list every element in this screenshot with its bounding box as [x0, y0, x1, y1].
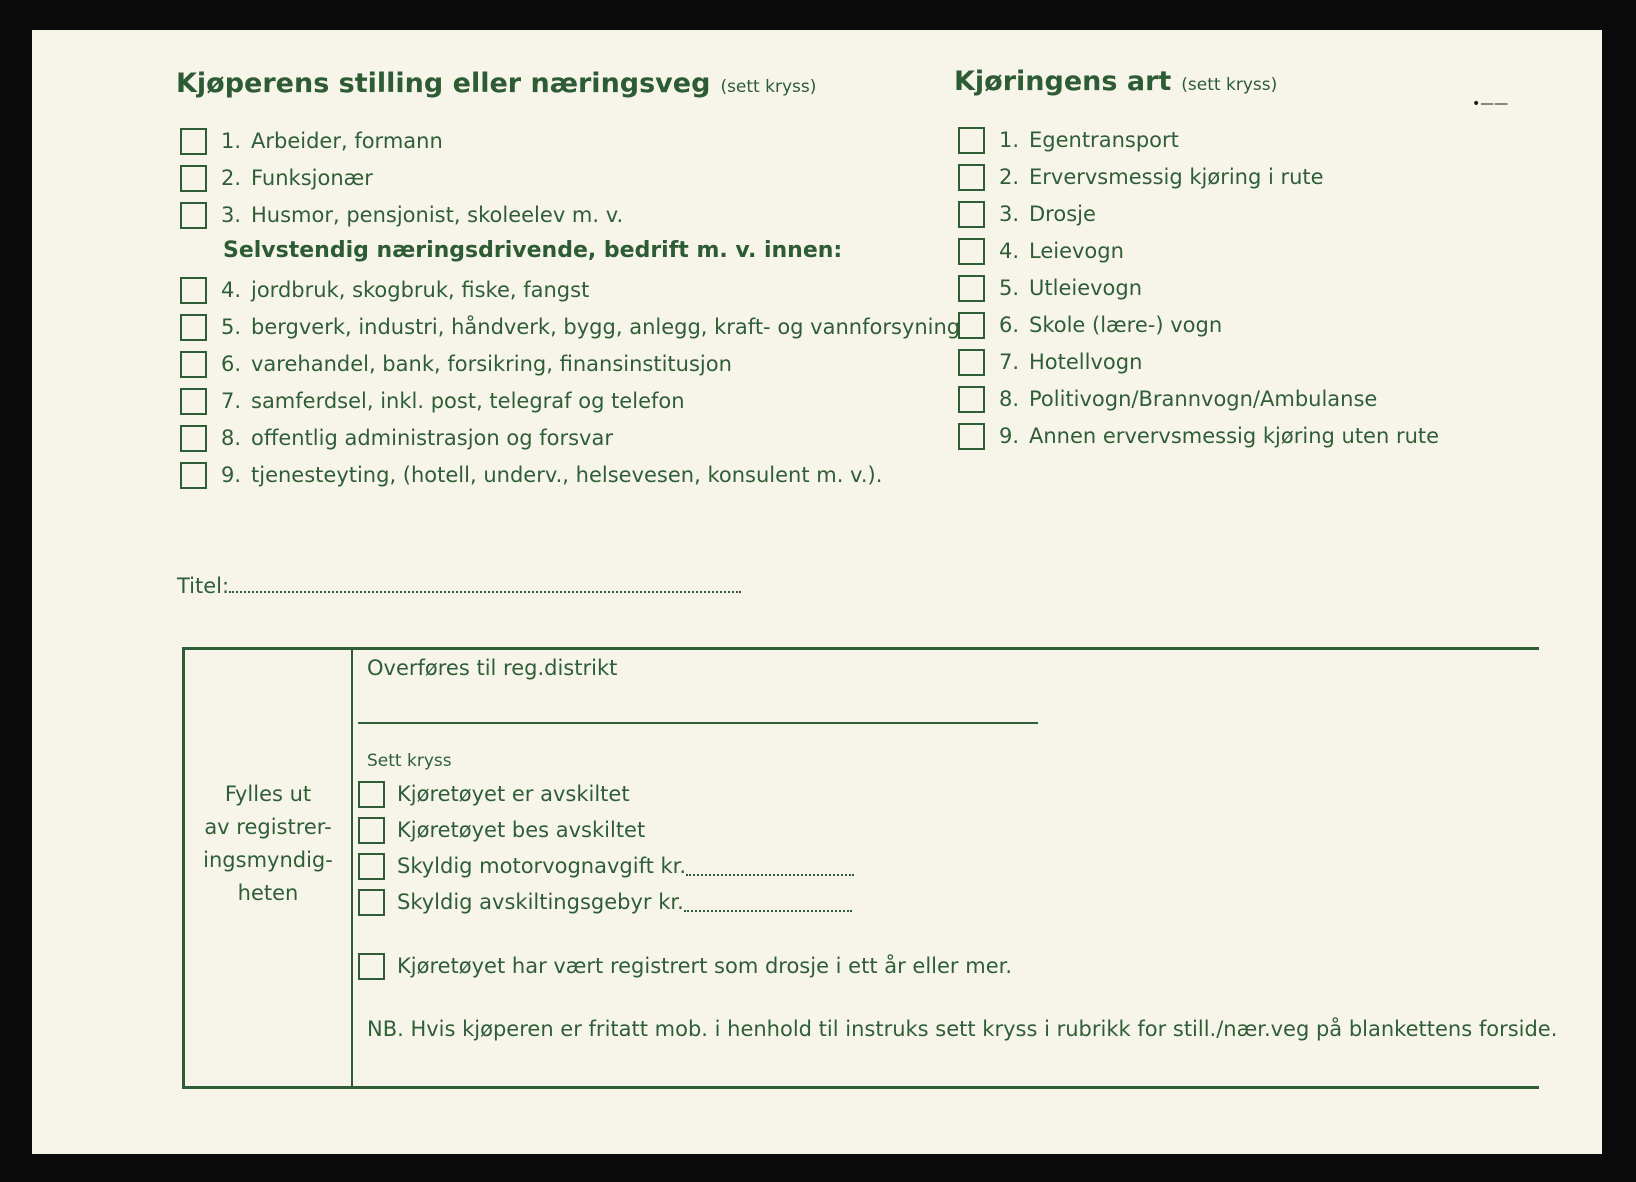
registry-box: [182, 647, 1558, 1089]
registry-box-divider: [351, 650, 353, 1086]
driving-number-4: 4.: [999, 239, 1020, 263]
occupation-label-2: Funksjonær: [251, 166, 373, 190]
registry-check-label-4: Skyldig avskiltingsgebyr kr.: [397, 890, 684, 914]
driving-number-6: 6.: [999, 313, 1020, 337]
plate-fee-dotted-line[interactable]: [684, 892, 852, 912]
occupation-checkbox-7[interactable]: [180, 388, 207, 415]
occupation-option-1[interactable]: [180, 125, 443, 157]
occupation-number-8: 8.: [221, 426, 242, 450]
registry-check-1[interactable]: [358, 778, 630, 810]
occupation-number-1: 1.: [221, 129, 242, 153]
driving-option-3[interactable]: [958, 198, 1096, 230]
occupation-option-7[interactable]: [180, 385, 685, 417]
driving-label-9: Annen ervervsmessig kjøring uten rute: [1029, 424, 1440, 448]
drosje-check-label: Kjøretøyet har vært registrert som drosje i ett år eller mer.: [397, 954, 1012, 978]
driving-type-heading: [954, 66, 1277, 97]
nb-note: NB. Hvis kjøperen er fritatt mob. i henhold til instruks sett kryss i rubrikk for still./nær.veg på blankettens forside.: [367, 1017, 1558, 1041]
driving-checkbox-1[interactable]: [958, 127, 985, 154]
occupation-option-2[interactable]: [180, 162, 373, 194]
occupation-checkbox-8[interactable]: [180, 425, 207, 452]
ink-mark: •——: [1472, 96, 1509, 112]
occupation-checkbox-9[interactable]: [180, 462, 207, 489]
driving-label-1: Egentransport: [1029, 128, 1179, 152]
driving-number-9: 9.: [999, 424, 1020, 448]
registry-checkbox-3[interactable]: [358, 853, 385, 880]
driving-number-8: 8.: [999, 387, 1020, 411]
occupation-number-2: 2.: [221, 166, 242, 190]
driving-checkbox-3[interactable]: [958, 201, 985, 228]
registry-side-label-line-3: ingsmyndig-: [203, 848, 333, 872]
registry-check-3[interactable]: [358, 850, 854, 882]
driving-option-5[interactable]: [958, 272, 1142, 304]
occupation-number-3: 3.: [221, 203, 242, 227]
driving-number-3: 3.: [999, 202, 1020, 226]
driving-option-6[interactable]: [958, 309, 1222, 341]
motor-fee-dotted-line[interactable]: [686, 856, 854, 876]
driving-label-2: Ervervsmessig kjøring i rute: [1029, 165, 1324, 189]
driving-checkbox-8[interactable]: [958, 386, 985, 413]
occupation-label-6: varehandel, bank, forsikring, finansinstitusjon: [251, 352, 732, 376]
occupation-number-7: 7.: [221, 389, 242, 413]
driving-option-9[interactable]: [958, 420, 1439, 452]
driving-label-3: Drosje: [1029, 202, 1096, 226]
drosje-checkbox[interactable]: [358, 953, 385, 980]
driving-label-6: Skole (lære-) vogn: [1029, 313, 1223, 337]
registry-side-label-line-2: av registrer-: [204, 815, 332, 839]
occupation-label-8: offentlig administrasjon og forsvar: [251, 426, 613, 450]
driving-type-title: Kjøringens art: [954, 66, 1172, 97]
driving-number-1: 1.: [999, 128, 1020, 152]
title-dotted-line[interactable]: [229, 573, 741, 593]
occupation-option-8[interactable]: [180, 422, 613, 454]
transfer-district-label: Overføres til reg.distrikt: [367, 656, 618, 680]
self-employed-subheading: Selvstendig næringsdrivende, bedrift m. v. innen:: [223, 238, 843, 263]
driving-type-note: (sett kryss): [1181, 75, 1278, 95]
occupation-label-9: tjenesteyting, (hotell, underv., helsevesen, konsulent m. v.).: [251, 463, 883, 487]
occupation-label-1: Arbeider, formann: [251, 129, 443, 153]
occupation-option-9[interactable]: [180, 459, 882, 491]
driving-option-7[interactable]: [958, 346, 1142, 378]
registry-checkbox-4[interactable]: [358, 889, 385, 916]
registry-checkbox-1[interactable]: [358, 781, 385, 808]
occupation-label-5: bergverk, industri, håndverk, bygg, anlegg, kraft- og vannforsyning: [251, 315, 961, 339]
title-label: Titel:: [177, 574, 230, 598]
registry-side-label-line-1: Fylles ut: [224, 782, 312, 806]
occupation-option-3[interactable]: [180, 199, 623, 231]
driving-option-1[interactable]: [958, 124, 1179, 156]
registry-side-label-line-4: heten: [237, 881, 299, 905]
occupation-option-6[interactable]: [180, 348, 732, 380]
occupation-label-4: jordbruk, skogbruk, fiske, fangst: [251, 278, 590, 302]
driving-checkbox-4[interactable]: [958, 238, 985, 265]
occupation-option-5[interactable]: [180, 311, 960, 343]
driving-label-4: Leievogn: [1029, 239, 1124, 263]
driving-checkbox-5[interactable]: [958, 275, 985, 302]
driving-label-7: Hotellvogn: [1029, 350, 1143, 374]
occupation-number-6: 6.: [221, 352, 242, 376]
driving-number-5: 5.: [999, 276, 1020, 300]
sett-kryss-label: Sett kryss: [367, 751, 452, 771]
driving-label-8: Politivogn/Brannvogn/Ambulanse: [1029, 387, 1378, 411]
driving-label-5: Utleievogn: [1029, 276, 1143, 300]
occupation-checkbox-2[interactable]: [180, 165, 207, 192]
transfer-district-line[interactable]: [358, 722, 1038, 724]
occupation-option-4[interactable]: [180, 274, 589, 306]
registry-check-label-1: Kjøretøyet er avskiltet: [397, 782, 630, 806]
drosje-check[interactable]: [358, 950, 1012, 982]
occupation-label-3: Husmor, pensjonist, skoleelev m. v.: [251, 203, 624, 227]
driving-option-8[interactable]: [958, 383, 1377, 415]
occupation-checkbox-5[interactable]: [180, 314, 207, 341]
occupation-number-9: 9.: [221, 463, 242, 487]
driving-checkbox-6[interactable]: [958, 312, 985, 339]
buyer-occupation-heading: [176, 68, 816, 99]
occupation-checkbox-6[interactable]: [180, 351, 207, 378]
registry-check-label-3: Skyldig motorvognavgift kr.: [397, 854, 687, 878]
occupation-checkbox-3[interactable]: [180, 202, 207, 229]
occupation-label-7: samferdsel, inkl. post, telegraf og telefon: [251, 389, 685, 413]
occupation-checkbox-4[interactable]: [180, 277, 207, 304]
registry-checkbox-2[interactable]: [358, 817, 385, 844]
registry-check-2[interactable]: [358, 814, 645, 846]
occupation-number-4: 4.: [221, 278, 242, 302]
driving-checkbox-9[interactable]: [958, 423, 985, 450]
buyer-occupation-title: Kjøperens stilling eller næringsveg: [176, 68, 711, 99]
driving-number-7: 7.: [999, 350, 1020, 374]
driving-option-4[interactable]: [958, 235, 1124, 267]
buyer-occupation-note: (sett kryss): [720, 77, 817, 97]
form-sheet: [32, 30, 1602, 1154]
registry-check-4[interactable]: [358, 886, 852, 918]
registry-side-label: [185, 778, 351, 910]
occupation-number-5: 5.: [221, 315, 242, 339]
occupation-checkbox-1[interactable]: [180, 128, 207, 155]
driving-number-2: 2.: [999, 165, 1020, 189]
driving-checkbox-2[interactable]: [958, 164, 985, 191]
title-field[interactable]: [177, 573, 741, 598]
driving-option-2[interactable]: [958, 161, 1324, 193]
driving-checkbox-7[interactable]: [958, 349, 985, 376]
registry-check-label-2: Kjøretøyet bes avskiltet: [397, 818, 646, 842]
